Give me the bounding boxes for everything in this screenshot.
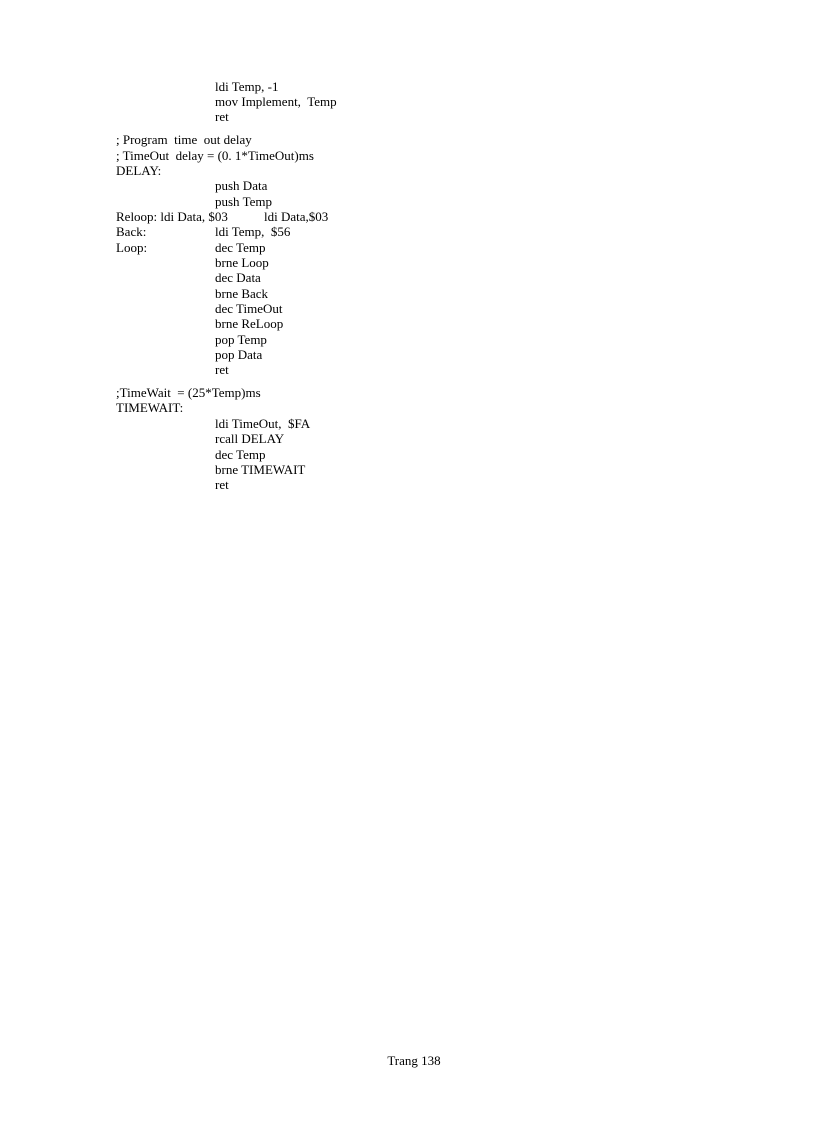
page-number: Trang 138 xyxy=(387,1053,441,1068)
code-line-dec-temp: dec Temp xyxy=(215,447,266,462)
code-line-rcall-delay: rcall DELAY xyxy=(215,431,285,446)
code-line-brne-timewait: brne TIMEWAIT xyxy=(215,462,306,477)
code-comment-timewait: ;TimeWait = (25*Temp)ms xyxy=(116,385,261,400)
code-line-pop-temp: pop Temp xyxy=(215,332,267,347)
code-comment-timeout-delay: ; TimeOut delay = (0. 1*TimeOut)ms xyxy=(116,148,314,163)
code-line-ldi-temp-56: ldi Temp, $56 xyxy=(215,224,291,239)
code-line-dec-temp: dec Temp xyxy=(215,240,266,255)
code-line-ret: ret xyxy=(215,362,229,377)
code-line-pop-data: pop Data xyxy=(215,347,263,362)
code-line-brne-reloop: brne ReLoop xyxy=(215,316,284,331)
code-label-loop: Loop: xyxy=(116,240,148,255)
code-line-reloop-extra: ldi Data,$03 xyxy=(264,209,329,224)
code-comment-program-timeout: ; Program time out delay xyxy=(116,132,252,147)
code-label-timewait: TIMEWAIT: xyxy=(116,400,184,415)
code-line-dec-data: dec Data xyxy=(215,270,261,285)
code-label-reloop: Reloop: ldi Data, $03 xyxy=(116,209,228,224)
code-line-push-temp: push Temp xyxy=(215,194,272,209)
code-line-brne-back: brne Back xyxy=(215,286,269,301)
code-line-ldi-temp: ldi Temp, -1 xyxy=(215,79,279,94)
code-line-mov-implement: mov Implement, Temp xyxy=(215,94,337,109)
code-line-ret: ret xyxy=(215,109,229,124)
code-line-push-data: push Data xyxy=(215,178,268,193)
code-line-brne-loop: brne Loop xyxy=(215,255,269,270)
code-line-ldi-timeout: ldi TimeOut, $FA xyxy=(215,416,311,431)
code-line-ret: ret xyxy=(215,477,229,492)
code-label-delay: DELAY: xyxy=(116,163,162,178)
code-line-dec-timeout: dec TimeOut xyxy=(215,301,283,316)
code-label-back: Back: xyxy=(116,224,147,239)
